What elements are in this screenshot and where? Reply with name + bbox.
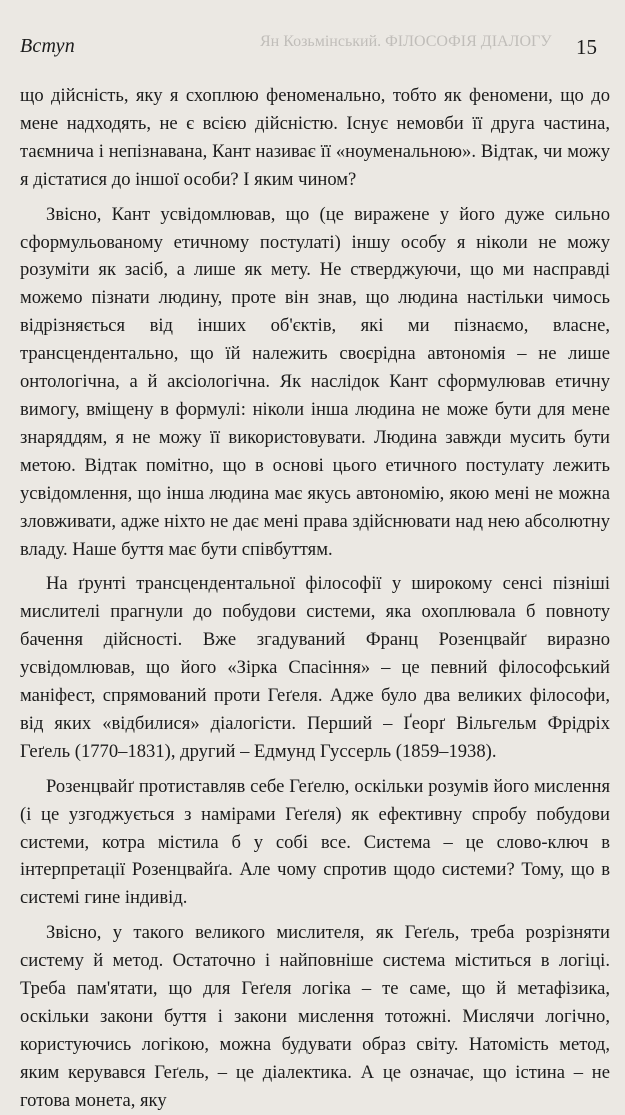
paragraph-3: На ґрунті трансцендентальної філософії у широкому сенсі пізніші мислителі прагнули до побудови системи, яка охоплювала б повноту бачення дійсності. Вже згадуваний Франц Розенцвайґ виразно усвідомлював, що його «Зірка Спасіння» – це певний філософський маніфест, спрямований проти Геґеля. Адже було два великих філософи, від яких «відбилися» діалогісти. Перший – Ґеорґ Вільгельм Фрідріх Геґель (1770–1831), другий – Едмунд Гуссерль (1859–1938). <box>20 573 610 762</box>
paragraph-5: Звісно, у такого великого мислителя, як Геґель, треба розрізняти систему й метод. Остаточно і найповніше система міститься в логіці. Треба пам'ятати, що для Геґеля логіка – те саме, що й метафізика, оскільки закони буття і закони мислення тотожні. Мислячи логічно, користуючись логікою, можна будувати образ світу. Натомість метод, яким керувався Геґель, – це діалектика. А це означає, що істина – не готова монета, яку <box>20 922 610 1111</box>
paragraph-2: Звісно, Кант усвідомлював, що (це виражене у його дуже сильно сформульованому етичному постулаті) іншу особу я ніколи не можу розуміти як засіб, а лише як мету. Не стверджуючи, що ми насправді можемо пізнати людину, проте він знав, що людина настільки чимось відрізняється від інших об'єктів, які ми пізнаємо, власне, трансцендентально, що їй належить своєрідна автономія – не лише онтологічна, а й аксіологічна. Як наслідок Кант сформулював етичну вимогу, вміщену в формулі: ніколи інша людина не може бути для мене знаряддям, я не можу її використовувати. Людина завжди мусить бути метою. Відтак помітно, що в основі цього етичного постулату лежить усвідомлення, що інша людина має якусь автономію, якою мені не можна зловживати, адже ніхто не дає мені права здійснювати над нею абсолютну владу. Наше буття має бути співбуттям. <box>20 203 610 560</box>
page-header <box>20 22 605 62</box>
page-number: 15 <box>576 35 597 59</box>
bleed-through-text: Ян Козьмінський. ФІЛОСОФІЯ ДІАЛОГУ <box>260 33 552 50</box>
body-text <box>20 82 610 1115</box>
running-title: Вступ <box>20 35 75 57</box>
paragraph-1: що дійсність, яку я схоплюю феноменально, тобто як феномени, що до мене надходять, не є всією дійсністю. Існує немовби її друга частина, таємнича і непізнавана, Кант називає її «ноуменальною». Відтак, чи можу я дістатися до іншої особи? І яким чином? <box>20 85 610 190</box>
paragraph-4: Розенцвайґ протиставляв себе Геґелю, оскільки розумів його мислення (і це узгоджується з намірами Геґеля) як ефективну спробу побудови системи, котра містила б у собі все. Система – це слово-ключ в інтерпретації Розенцвайґа. Але чому спротив щодо системи? Тому, що в системі гине індивід. <box>20 775 610 909</box>
